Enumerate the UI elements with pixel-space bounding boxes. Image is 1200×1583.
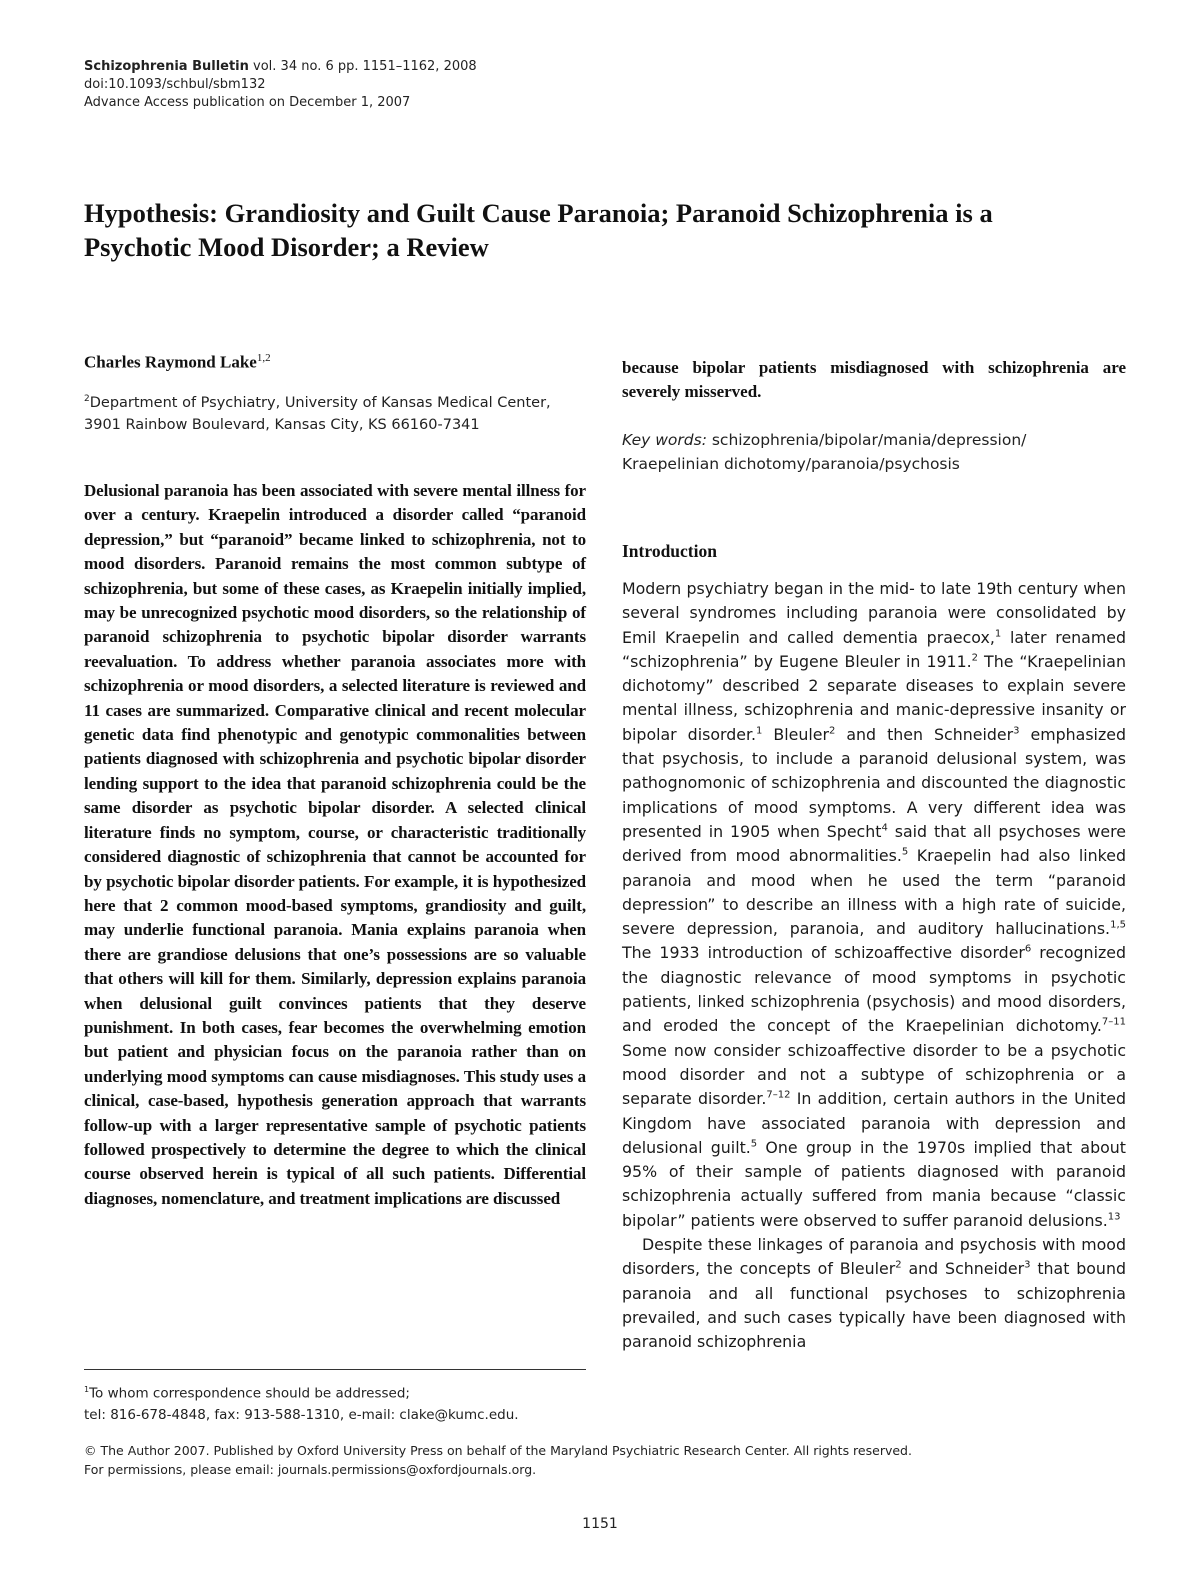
paragraph-text: The 1933 introduction of schizoaffective disorder <box>622 943 1025 963</box>
introduction-paragraph-2 <box>622 1233 1126 1354</box>
citation-marker: 6 <box>1024 944 1032 956</box>
citation-marker: 3 <box>1024 1260 1031 1272</box>
citation-marker: 7–12 <box>766 1089 791 1101</box>
paragraph-text: Some now consider schizoaffective disorder to be a psychotic mood disorder and not a subtype of schizophrenia or a separate disorder. <box>622 1040 1126 1109</box>
footnote-text: To whom correspondence should be addressed; <box>89 1385 410 1402</box>
footnote-marker: 1 <box>84 1385 90 1394</box>
journal-name: Schizophrenia Bulletin <box>84 59 249 74</box>
citation-marker: 2 <box>828 725 836 737</box>
correspondence-footnote <box>84 1379 586 1426</box>
copyright-notice <box>84 1441 1124 1479</box>
citation-marker: 3 <box>1013 725 1020 737</box>
citation-marker: 1 <box>994 628 1002 640</box>
author-affiliation <box>84 388 586 436</box>
paragraph-text: Modern psychiatry began in the mid- to late 19th century when several syndromes including paranoia were consolidated by Emil Kraepelin and called dementia praecox, <box>622 579 1126 647</box>
author-name: Charles Raymond Lake <box>84 352 257 372</box>
permissions-line: For permissions, please email: journals.permissions@oxfordjournals.org. <box>84 1462 537 1477</box>
introduction-heading: Introduction <box>622 541 717 561</box>
introduction-body <box>622 577 1126 1355</box>
paragraph-text: Despite these linkages of paranoia and psychosis with mood disorders, the concepts of Bleuler <box>622 1235 1126 1279</box>
author-line <box>84 352 271 373</box>
footnote-line-1 <box>84 1379 586 1405</box>
paragraph-text: emphasized that psychosis, to include a paranoid delusional system, was pathognomonic of schizophrenia and discounted the diagnostic implications of mood symptoms. A very different idea was presented in 1905 when Specht <box>622 724 1126 841</box>
abstract-continued: because bipolar patients misdiagnosed with schizophrenia are severely misserved. <box>622 358 1126 402</box>
citation-marker: 13 <box>1107 1211 1121 1223</box>
citation-marker: 5 <box>750 1138 758 1150</box>
page-number: 1151 <box>582 1516 618 1532</box>
affiliation-marker: 2 <box>84 394 90 404</box>
paragraph-text: and then Schneider <box>835 724 1014 744</box>
advance-access-note: Advance Access publication on December 1, 2007 <box>84 95 411 110</box>
citation-marker: 1 <box>756 725 763 737</box>
paragraph-text: Kraepelin had also linked paranoia and mood when he used the term “paranoid depression” to describe an illness with a high rate of suicide, severe depression, paranoia, and auditory hallucinations. <box>622 846 1126 939</box>
paragraph-text: Bleuler <box>762 724 829 744</box>
affiliation-text: Department of Psychiatry, University of Kansas Medical Center, 3901 Rainbow Boulevard, Kansas City, KS 66160-7341 <box>84 394 551 433</box>
keywords-label: Key words: <box>622 431 707 449</box>
journal-citation <box>84 58 604 76</box>
introduction-paragraph-1 <box>622 577 1126 1233</box>
citation-marker: 2 <box>895 1260 902 1272</box>
paragraph-text: and Schneider <box>901 1259 1025 1279</box>
author-affiliation-marker: 1,2 <box>256 352 271 364</box>
keywords <box>622 428 1126 476</box>
paragraph-text: In addition, certain authors in the United Kingdom have associated paranoia with depression and delusional guilt. <box>622 1089 1126 1157</box>
paragraph-text: recognized the diagnostic relevance of mood symptoms in psychotic patients, linked schizophrenia (psychosis) and mood disorders, and eroded the concept of the Kraepelinian dichotomy. <box>622 943 1126 1036</box>
abstract: Delusional paranoia has been associated with severe mental illness for over a century. Kraepelin introduced a disorder called “paranoid depression,” but “paranoid” became linked to schizophrenia, not to mood disorders. Paranoid remains the most common subtype of schizophrenia, but some of these cases, as Kraepelin initially implied, may be unrecognized psychotic mood disorders, so the relationship of paranoid schizophrenia to psychotic bipolar disorder warrants reevaluation. To address whether paranoia associates more with schizophrenia or mood disorders, a selected literature is reviewed and 11 cases are summarized. Comparative clinical and recent molecular genetic data find phenotypic and genotypic commonalities between patients diagnosed with schizophrenia and psychotic bipolar disorder lending support to the idea that paranoid schizophrenia could be the same disorder as psychotic bipolar disorder. A selected clinical literature finds no symptom, course, or characteristic traditionally considered diagnostic of schizophrenia that cannot be accounted for by psychotic bipolar disorder patients. For example, it is hypothesized here that 2 common mood-based symptoms, grandiosity and guilt, may underlie functional paranoia. Mania explains paranoia when there are grandiose delusions that one’s possessions are so valuable that others will kill for them. Similarly, depression explains paranoia when delusional guilt convinces patients that they deserve punishment. In both cases, fear becomes the overwhelming emotion but patient and physician focus on the paranoia rather than on underlying mood symptoms can cause misdiagnoses. This study uses a clinical, case-based, hypothesis generation approach that warrants follow-up with a larger representative sample of psychotic patients followed prospectively to determine the degree to which the clinical course observed herein is typical of all such patients. Differential diagnoses, nomenclature, and treatment implications are discussed <box>84 481 586 1208</box>
citation-marker: 5 <box>901 847 909 858</box>
footnote-divider <box>84 1369 586 1370</box>
footnote-contact: tel: 816-678-4848, fax: 913-588-1310, e-mail: clake@kumc.edu. <box>84 1406 519 1423</box>
journal-header <box>84 58 604 112</box>
citation-marker: 2 <box>971 652 979 664</box>
paragraph-text: later renamed “schizophrenia” by Eugene Bleuler in 1911. <box>622 627 1126 671</box>
paragraph-text: that bound paranoia and all functional psychoses to schizophrenia prevailed, and such cases typically have been diagnosed with paranoid schizophrenia <box>622 1259 1126 1352</box>
paragraph-text: said that all psychoses were derived from mood abnormalities. <box>622 821 1126 866</box>
citation-marker: 4 <box>881 822 888 834</box>
doi: doi:10.1093/schbul/sbm132 <box>84 77 266 92</box>
article-title: Hypothesis: Grandiosity and Guilt Cause Paranoia; Paranoid Schizophrenia is a Psychotic Mood Disorder; a Review <box>84 198 993 262</box>
citation-marker: 1,5 <box>1110 919 1126 931</box>
copyright-line: © The Author 2007. Published by Oxford University Press on behalf of the Maryland Psychiatric Research Center. All rights reserved. <box>84 1443 912 1458</box>
keywords-list: schizophrenia/bipolar/mania/depression/ Kraepelinian dichotomy/paranoia/psychosis <box>622 431 1027 473</box>
journal-volume-info: vol. 34 no. 6 pp. 1151–1162, 2008 <box>248 59 477 74</box>
paragraph-text: The “Kraepelinian dichotomy” described 2 separate diseases to explain severe mental illness, schizophrenia and manic-depressive insanity or bipolar disorder. <box>622 651 1126 744</box>
citation-marker: 7–11 <box>1101 1017 1126 1029</box>
paragraph-text: One group in the 1970s implied that about 95% of their sample of patients diagnosed with paranoid schizophrenia actually suffered from mania because “classic bipolar” patients were observed to suffer paranoid delusions. <box>622 1137 1126 1230</box>
